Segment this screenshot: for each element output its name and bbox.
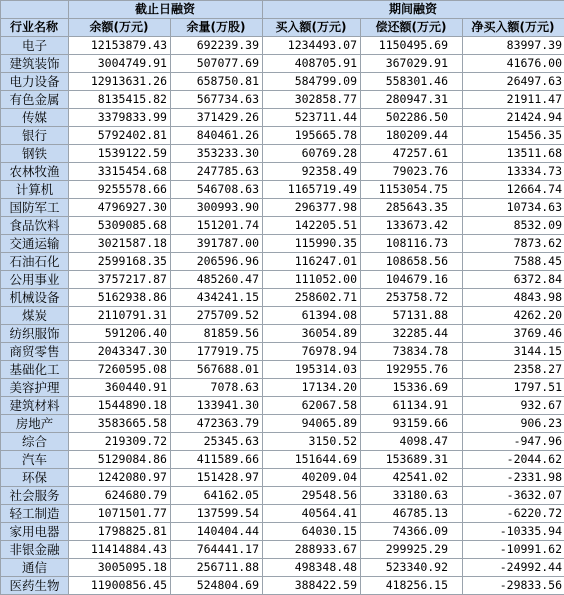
cell-net: 4262.20	[463, 307, 564, 325]
cell-volume: 567734.63	[171, 91, 263, 109]
cell-volume: 524804.69	[171, 577, 263, 595]
cell-repay: 192955.76	[361, 361, 463, 379]
table-row	[1, 397, 564, 415]
cell-balance: 5309085.68	[69, 217, 171, 235]
cell-volume: 177919.75	[171, 343, 263, 361]
table-row	[1, 433, 564, 451]
cell-volume: 206596.96	[171, 253, 263, 271]
cell-industry: 煤炭	[1, 307, 69, 325]
table-row	[1, 235, 564, 253]
cell-industry: 机械设备	[1, 289, 69, 307]
cell-balance: 360440.91	[69, 379, 171, 397]
cell-volume: 485260.47	[171, 271, 263, 289]
cell-repay: 502286.50	[361, 109, 463, 127]
table-row	[1, 73, 564, 91]
cell-repay: 133673.42	[361, 217, 463, 235]
table-row	[1, 523, 564, 541]
cell-net: 26497.63	[463, 73, 564, 91]
cell-balance: 9255578.66	[69, 181, 171, 199]
table-row	[1, 253, 564, 271]
cell-buy: 523711.44	[263, 109, 361, 127]
cell-repay: 280947.31	[361, 91, 463, 109]
cell-net: -3632.07	[463, 487, 564, 505]
cell-net: 83997.39	[463, 37, 564, 55]
cell-buy: 92358.49	[263, 163, 361, 181]
cell-balance: 5162938.86	[69, 289, 171, 307]
col-header-net: 净买入额(万元)	[463, 19, 564, 37]
cell-buy: 1234493.07	[263, 37, 361, 55]
cell-industry: 家用电器	[1, 523, 69, 541]
cell-industry: 商贸零售	[1, 343, 69, 361]
table-row	[1, 181, 564, 199]
cell-balance: 3004749.91	[69, 55, 171, 73]
cell-volume: 7078.63	[171, 379, 263, 397]
cell-net: -2044.62	[463, 451, 564, 469]
cell-industry: 综合	[1, 433, 69, 451]
cell-repay: 42541.02	[361, 469, 463, 487]
cell-industry: 轻工制造	[1, 505, 69, 523]
table-row	[1, 91, 564, 109]
cell-net: 3769.46	[463, 325, 564, 343]
cell-buy: 64030.15	[263, 523, 361, 541]
cell-industry: 传媒	[1, 109, 69, 127]
group-header-row	[1, 1, 564, 19]
table-row	[1, 199, 564, 217]
cell-repay: 367029.91	[361, 55, 463, 73]
cell-net: 6372.84	[463, 271, 564, 289]
cell-volume: 840461.26	[171, 127, 263, 145]
cell-balance: 7260595.08	[69, 361, 171, 379]
cell-repay: 57131.88	[361, 307, 463, 325]
cell-net: 10734.63	[463, 199, 564, 217]
col-header-balance: 余额(万元)	[69, 19, 171, 37]
cell-volume: 764441.17	[171, 541, 263, 559]
cell-volume: 275709.52	[171, 307, 263, 325]
table-row	[1, 307, 564, 325]
table-row	[1, 217, 564, 235]
cell-volume: 137599.54	[171, 505, 263, 523]
cell-net: 932.67	[463, 397, 564, 415]
cell-balance: 8135415.82	[69, 91, 171, 109]
cell-buy: 62067.58	[263, 397, 361, 415]
cell-buy: 258602.71	[263, 289, 361, 307]
cell-buy: 94065.89	[263, 415, 361, 433]
cell-net: 906.23	[463, 415, 564, 433]
cell-repay: 46785.13	[361, 505, 463, 523]
cell-buy: 40564.41	[263, 505, 361, 523]
table-row	[1, 271, 564, 289]
cell-buy: 115990.35	[263, 235, 361, 253]
cell-net: -29833.56	[463, 577, 564, 595]
cell-volume: 692239.39	[171, 37, 263, 55]
cell-balance: 219309.72	[69, 433, 171, 451]
cell-repay: 299925.29	[361, 541, 463, 559]
cell-repay: 33180.63	[361, 487, 463, 505]
table-row	[1, 577, 564, 595]
table-row	[1, 559, 564, 577]
cell-industry: 通信	[1, 559, 69, 577]
cell-balance: 2043347.30	[69, 343, 171, 361]
cell-buy: 76978.94	[263, 343, 361, 361]
cell-balance: 4796927.30	[69, 199, 171, 217]
cell-balance: 3315454.68	[69, 163, 171, 181]
cell-repay: 104679.16	[361, 271, 463, 289]
cell-buy: 288933.67	[263, 541, 361, 559]
cell-volume: 658750.81	[171, 73, 263, 91]
table-row	[1, 415, 564, 433]
column-header-row	[1, 19, 564, 37]
cell-industry: 汽车	[1, 451, 69, 469]
cell-industry: 电子	[1, 37, 69, 55]
cell-net: 1797.51	[463, 379, 564, 397]
cell-repay: 108116.73	[361, 235, 463, 253]
table-row	[1, 451, 564, 469]
cell-repay: 418256.15	[361, 577, 463, 595]
cell-buy: 111052.00	[263, 271, 361, 289]
cell-net: 13334.73	[463, 163, 564, 181]
table-row	[1, 505, 564, 523]
cell-industry: 计算机	[1, 181, 69, 199]
cell-industry: 食品饮料	[1, 217, 69, 235]
cell-net: -24992.44	[463, 559, 564, 577]
cell-buy: 296377.98	[263, 199, 361, 217]
cell-industry: 环保	[1, 469, 69, 487]
table-row	[1, 325, 564, 343]
cell-industry: 基础化工	[1, 361, 69, 379]
cell-industry: 有色金属	[1, 91, 69, 109]
table-row	[1, 145, 564, 163]
cell-net: 21424.94	[463, 109, 564, 127]
cell-balance: 12153879.43	[69, 37, 171, 55]
cell-buy: 3150.52	[263, 433, 361, 451]
cell-balance: 1539122.59	[69, 145, 171, 163]
cell-volume: 434241.15	[171, 289, 263, 307]
cell-net: 21911.47	[463, 91, 564, 109]
cell-buy: 1165719.49	[263, 181, 361, 199]
cell-volume: 133941.30	[171, 397, 263, 415]
cell-buy: 302858.77	[263, 91, 361, 109]
col-header-buy: 买入额(万元)	[263, 19, 361, 37]
cell-repay: 47257.61	[361, 145, 463, 163]
cell-repay: 1153054.75	[361, 181, 463, 199]
cell-volume: 371429.26	[171, 109, 263, 127]
table-row	[1, 541, 564, 559]
cell-balance: 5792402.81	[69, 127, 171, 145]
cell-net: -10991.62	[463, 541, 564, 559]
group-header-snapshot: 截止日融资	[69, 1, 263, 19]
cell-volume: 567688.01	[171, 361, 263, 379]
cell-repay: 1150495.69	[361, 37, 463, 55]
group-header-period: 期间融资	[263, 1, 564, 19]
cell-industry: 石油石化	[1, 253, 69, 271]
cell-repay: 180209.44	[361, 127, 463, 145]
col-header-repay: 偿还额(万元)	[361, 19, 463, 37]
cell-volume: 25345.63	[171, 433, 263, 451]
cell-volume: 546708.63	[171, 181, 263, 199]
cell-balance: 11900856.45	[69, 577, 171, 595]
table-row	[1, 343, 564, 361]
cell-buy: 151644.69	[263, 451, 361, 469]
cell-industry: 非银金融	[1, 541, 69, 559]
cell-buy: 388422.59	[263, 577, 361, 595]
cell-industry: 钢铁	[1, 145, 69, 163]
cell-net: 7873.62	[463, 235, 564, 253]
cell-volume: 391787.00	[171, 235, 263, 253]
cell-volume: 472363.79	[171, 415, 263, 433]
cell-industry: 农林牧渔	[1, 163, 69, 181]
cell-buy: 195314.03	[263, 361, 361, 379]
cell-volume: 140404.44	[171, 523, 263, 541]
cell-volume: 411589.66	[171, 451, 263, 469]
cell-industry: 纺织服饰	[1, 325, 69, 343]
table-row	[1, 361, 564, 379]
cell-buy: 61394.08	[263, 307, 361, 325]
table-row	[1, 109, 564, 127]
cell-industry: 美容护理	[1, 379, 69, 397]
table-row	[1, 379, 564, 397]
cell-buy: 498348.48	[263, 559, 361, 577]
cell-industry: 银行	[1, 127, 69, 145]
table-row	[1, 163, 564, 181]
cell-buy: 60769.28	[263, 145, 361, 163]
cell-industry: 房地产	[1, 415, 69, 433]
cell-repay: 74366.09	[361, 523, 463, 541]
cell-repay: 61134.91	[361, 397, 463, 415]
cell-industry: 医药生物	[1, 577, 69, 595]
table-row	[1, 127, 564, 145]
cell-buy: 195665.78	[263, 127, 361, 145]
cell-repay: 73834.78	[361, 343, 463, 361]
table-row	[1, 55, 564, 73]
cell-repay: 4098.47	[361, 433, 463, 451]
table-row	[1, 37, 564, 55]
cell-net: 13511.68	[463, 145, 564, 163]
cell-industry: 国防军工	[1, 199, 69, 217]
cell-volume: 353233.30	[171, 145, 263, 163]
cell-balance: 3005095.18	[69, 559, 171, 577]
cell-balance: 2110791.31	[69, 307, 171, 325]
cell-balance: 1798825.81	[69, 523, 171, 541]
table-row	[1, 469, 564, 487]
cell-net: -2331.98	[463, 469, 564, 487]
col-header-industry: 行业名称	[1, 19, 69, 37]
cell-buy: 408705.91	[263, 55, 361, 73]
cell-buy: 584799.09	[263, 73, 361, 91]
cell-buy: 142205.51	[263, 217, 361, 235]
cell-buy: 116247.01	[263, 253, 361, 271]
cell-net: 3144.15	[463, 343, 564, 361]
table-row	[1, 487, 564, 505]
cell-buy: 29548.56	[263, 487, 361, 505]
cell-balance: 1242080.97	[69, 469, 171, 487]
cell-buy: 40209.04	[263, 469, 361, 487]
cell-balance: 1544890.18	[69, 397, 171, 415]
cell-net: 4843.98	[463, 289, 564, 307]
cell-balance: 1071501.77	[69, 505, 171, 523]
cell-net: -6220.72	[463, 505, 564, 523]
cell-net: -10335.94	[463, 523, 564, 541]
cell-repay: 79023.76	[361, 163, 463, 181]
cell-balance: 11414884.43	[69, 541, 171, 559]
cell-repay: 558301.46	[361, 73, 463, 91]
cell-repay: 253758.72	[361, 289, 463, 307]
cell-balance: 3583665.58	[69, 415, 171, 433]
cell-balance: 3021587.18	[69, 235, 171, 253]
cell-balance: 591206.40	[69, 325, 171, 343]
cell-net: -947.96	[463, 433, 564, 451]
cell-buy: 17134.20	[263, 379, 361, 397]
cell-net: 8532.09	[463, 217, 564, 235]
cell-net: 7588.45	[463, 253, 564, 271]
cell-buy: 36054.89	[263, 325, 361, 343]
cell-net: 15456.35	[463, 127, 564, 145]
cell-industry: 公用事业	[1, 271, 69, 289]
cell-volume: 247785.63	[171, 163, 263, 181]
cell-volume: 256711.88	[171, 559, 263, 577]
cell-industry: 建筑材料	[1, 397, 69, 415]
cell-balance: 3379833.99	[69, 109, 171, 127]
cell-repay: 153689.31	[361, 451, 463, 469]
cell-balance: 12913631.26	[69, 73, 171, 91]
cell-volume: 151201.74	[171, 217, 263, 235]
cell-volume: 507077.69	[171, 55, 263, 73]
cell-balance: 5129084.86	[69, 451, 171, 469]
cell-volume: 64162.05	[171, 487, 263, 505]
cell-volume: 81859.56	[171, 325, 263, 343]
cell-industry: 建筑装饰	[1, 55, 69, 73]
cell-repay: 285643.35	[361, 199, 463, 217]
cell-repay: 108658.56	[361, 253, 463, 271]
cell-net: 41676.00	[463, 55, 564, 73]
cell-balance: 624680.79	[69, 487, 171, 505]
cell-repay: 93159.66	[361, 415, 463, 433]
cell-industry: 交通运输	[1, 235, 69, 253]
cell-balance: 3757217.87	[69, 271, 171, 289]
cell-net: 12664.74	[463, 181, 564, 199]
cell-repay: 523340.92	[361, 559, 463, 577]
cell-volume: 300993.90	[171, 199, 263, 217]
cell-balance: 2599168.35	[69, 253, 171, 271]
cell-repay: 15336.69	[361, 379, 463, 397]
cell-volume: 151428.97	[171, 469, 263, 487]
group-header-blank	[1, 1, 69, 19]
col-header-volume: 余量(万股)	[171, 19, 263, 37]
cell-industry: 电力设备	[1, 73, 69, 91]
table-row	[1, 289, 564, 307]
cell-net: 2358.27	[463, 361, 564, 379]
cell-repay: 32285.44	[361, 325, 463, 343]
cell-industry: 社会服务	[1, 487, 69, 505]
